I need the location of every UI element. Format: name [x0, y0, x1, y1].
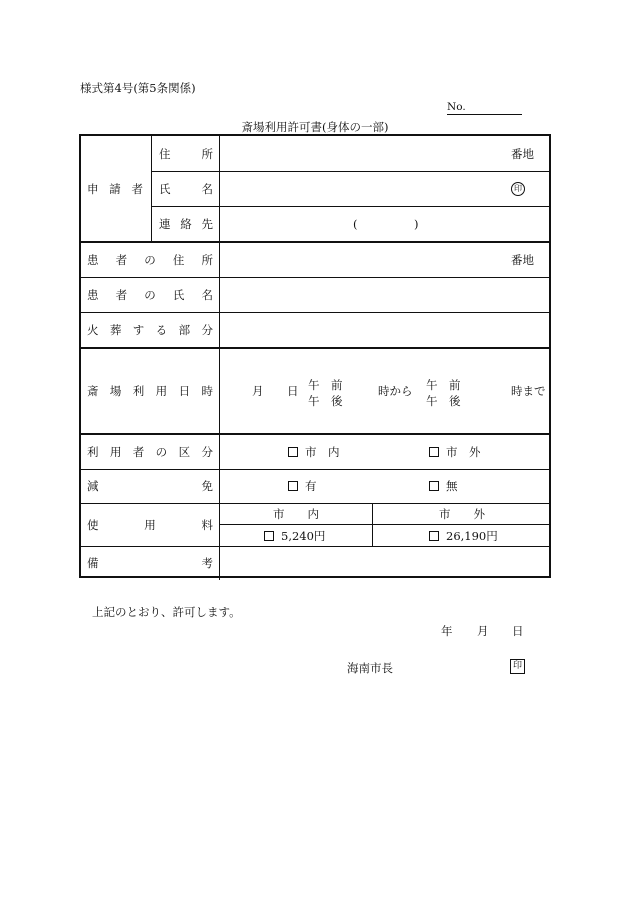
seal-stamp-icon: 印 — [511, 182, 525, 196]
patient-address-label: 患 者 の 住 所 — [87, 252, 213, 267]
fee-label: 使 用 料 — [87, 518, 213, 532]
checkbox-icon[interactable] — [264, 531, 274, 541]
issuer-name: 海南市長 — [347, 661, 393, 675]
usage-start-pm: 午 後 — [308, 394, 343, 408]
checkbox-icon[interactable] — [288, 481, 298, 491]
cremation-part-field[interactable] — [220, 312, 551, 347]
exemption-option-no[interactable]: 無 — [429, 469, 458, 503]
applicant-address-suffix: 番地 — [511, 146, 534, 161]
applicant-group-label: 申 請 者 — [87, 181, 143, 196]
checkbox-icon[interactable] — [288, 447, 298, 457]
applicant-name-label: 氏 名 — [159, 181, 213, 196]
applicant-contact-field[interactable] — [220, 206, 551, 241]
cremation-part-label: 火 葬 す る 部 分 — [87, 322, 213, 337]
applicant-name-field[interactable] — [220, 171, 551, 206]
contact-paren-close: ) — [414, 216, 419, 231]
issue-day: 日 — [512, 624, 524, 638]
number-field[interactable]: No. — [447, 101, 522, 115]
usage-start-am: 午 前 — [308, 378, 343, 392]
official-seal-icon: 印 — [510, 659, 525, 674]
checkbox-icon[interactable] — [429, 447, 439, 457]
patient-name-field[interactable] — [220, 277, 551, 312]
applicant-seal — [511, 171, 525, 206]
usage-from: 時から — [378, 383, 413, 398]
exemption-label: 減 免 — [87, 479, 213, 493]
checkbox-icon[interactable] — [429, 481, 439, 491]
patient-name-label: 患 者 の 氏 名 — [87, 287, 213, 302]
checkbox-icon[interactable] — [429, 531, 439, 541]
applicant-address-field[interactable] — [220, 136, 551, 171]
usage-datetime-label: 斎 場 利 用 日 時 — [87, 383, 213, 398]
remarks-label: 備 考 — [87, 555, 213, 570]
user-category-option-outside[interactable]: 市 外 — [429, 434, 481, 469]
fee-header-outside: 市 外 — [439, 507, 485, 521]
fee-option-inside[interactable]: 5,240円 — [264, 525, 325, 546]
issue-year: 年 — [441, 624, 453, 638]
usage-month: 月 — [252, 383, 264, 398]
form-id: 様式第4号(第5条関係) — [80, 81, 196, 95]
issue-month: 月 — [477, 624, 489, 638]
usage-end-pm: 午 後 — [426, 394, 461, 408]
usage-day: 日 — [287, 383, 299, 398]
contact-paren-open: ( — [353, 216, 358, 231]
exemption-option-yes[interactable]: 有 — [288, 469, 317, 503]
remarks-field[interactable] — [220, 547, 551, 578]
fee-header-inside: 市 内 — [273, 507, 319, 521]
approval-text: 上記のとおり、許可します。 — [92, 605, 241, 619]
patient-address-field[interactable] — [220, 242, 551, 277]
patient-address-suffix: 番地 — [511, 252, 534, 267]
usage-end-am: 午 前 — [426, 378, 461, 392]
applicant-address-label: 住 所 — [159, 146, 213, 161]
usage-until: 時まで — [511, 383, 546, 398]
fee-option-outside[interactable]: 26,190円 — [429, 525, 498, 546]
permit-form-table — [79, 134, 551, 578]
user-category-label: 利 用 者 の 区 分 — [87, 444, 213, 459]
applicant-contact-label: 連 絡 先 — [159, 216, 213, 231]
applicant-group-divider — [151, 136, 152, 241]
user-category-option-inside[interactable]: 市 内 — [288, 434, 340, 469]
form-title: 斎場利用許可書(身体の一部) — [241, 120, 389, 134]
